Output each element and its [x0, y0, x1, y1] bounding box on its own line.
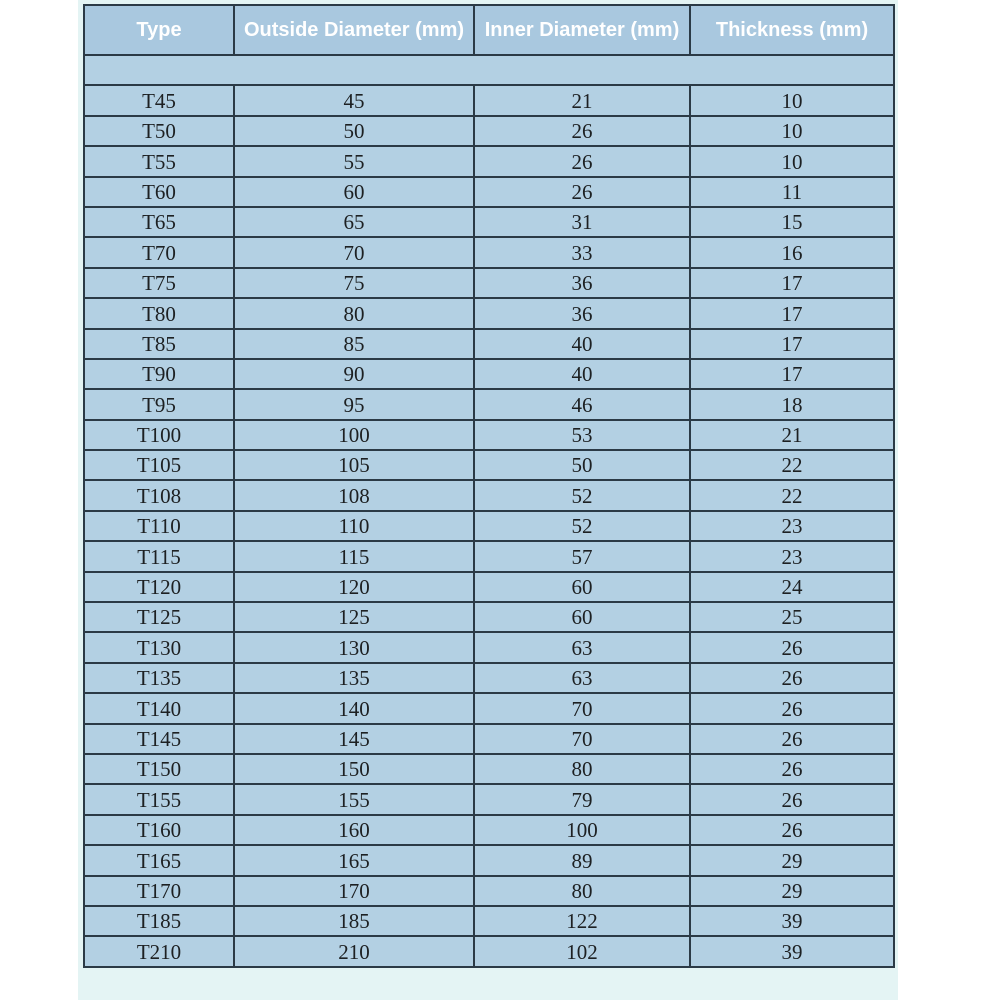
cell-thickness: 18 [690, 389, 894, 419]
cell-thickness: 26 [690, 815, 894, 845]
cell-thickness: 26 [690, 754, 894, 784]
table-row [84, 420, 894, 450]
table-row [84, 511, 894, 541]
cell-inner-diameter: 46 [474, 389, 690, 419]
cell-inner-diameter: 21 [474, 85, 690, 115]
cell-thickness: 26 [690, 632, 894, 662]
cell-inner-diameter: 80 [474, 876, 690, 906]
header-inner-diameter: Inner Diameter (mm) [474, 5, 690, 55]
cell-inner-diameter: 50 [474, 450, 690, 480]
cell-type: T105 [84, 450, 234, 480]
table-row [84, 329, 894, 359]
cell-thickness: 17 [690, 329, 894, 359]
cell-outside-diameter: 145 [234, 724, 474, 754]
cell-type: T160 [84, 815, 234, 845]
cell-outside-diameter: 125 [234, 602, 474, 632]
cell-outside-diameter: 170 [234, 876, 474, 906]
cell-outside-diameter: 60 [234, 177, 474, 207]
header-thickness: Thickness (mm) [690, 5, 894, 55]
cell-outside-diameter: 165 [234, 845, 474, 875]
cell-type: T75 [84, 268, 234, 298]
cell-inner-diameter: 26 [474, 146, 690, 176]
table-row [84, 724, 894, 754]
cell-inner-diameter: 79 [474, 784, 690, 814]
table-header [84, 5, 894, 55]
header-gap-cell [84, 55, 894, 85]
cell-outside-diameter: 160 [234, 815, 474, 845]
cell-thickness: 24 [690, 572, 894, 602]
cell-inner-diameter: 80 [474, 754, 690, 784]
table-row [84, 906, 894, 936]
cell-type: T95 [84, 389, 234, 419]
cell-thickness: 29 [690, 876, 894, 906]
cell-thickness: 11 [690, 177, 894, 207]
cell-outside-diameter: 65 [234, 207, 474, 237]
table-row [84, 389, 894, 419]
cell-inner-diameter: 26 [474, 116, 690, 146]
cell-type: T210 [84, 936, 234, 966]
table-row [84, 268, 894, 298]
cell-thickness: 22 [690, 480, 894, 510]
table-row [84, 177, 894, 207]
cell-type: T185 [84, 906, 234, 936]
cell-type: T120 [84, 572, 234, 602]
cell-thickness: 23 [690, 541, 894, 571]
cell-thickness: 16 [690, 237, 894, 267]
header-row [84, 5, 894, 55]
cell-type: T110 [84, 511, 234, 541]
cell-thickness: 10 [690, 85, 894, 115]
cell-thickness: 17 [690, 359, 894, 389]
cell-type: T150 [84, 754, 234, 784]
table-row [84, 876, 894, 906]
table-row [84, 85, 894, 115]
cell-thickness: 17 [690, 298, 894, 328]
table-row [84, 541, 894, 571]
cell-inner-diameter: 33 [474, 237, 690, 267]
cell-outside-diameter: 80 [234, 298, 474, 328]
cell-thickness: 21 [690, 420, 894, 450]
cell-inner-diameter: 36 [474, 298, 690, 328]
cell-type: T45 [84, 85, 234, 115]
cell-type: T145 [84, 724, 234, 754]
cell-type: T65 [84, 207, 234, 237]
cell-type: T50 [84, 116, 234, 146]
cell-type: T85 [84, 329, 234, 359]
header-type: Type [84, 5, 234, 55]
cell-outside-diameter: 140 [234, 693, 474, 723]
cell-inner-diameter: 52 [474, 480, 690, 510]
cell-outside-diameter: 115 [234, 541, 474, 571]
cell-inner-diameter: 52 [474, 511, 690, 541]
cell-inner-diameter: 53 [474, 420, 690, 450]
spec-table [83, 4, 895, 968]
table-row [84, 116, 894, 146]
cell-inner-diameter: 36 [474, 268, 690, 298]
table-row [84, 480, 894, 510]
cell-type: T155 [84, 784, 234, 814]
cell-outside-diameter: 130 [234, 632, 474, 662]
cell-outside-diameter: 110 [234, 511, 474, 541]
cell-thickness: 29 [690, 845, 894, 875]
cell-thickness: 15 [690, 207, 894, 237]
cell-type: T80 [84, 298, 234, 328]
table-row [84, 450, 894, 480]
cell-type: T60 [84, 177, 234, 207]
table-body [84, 55, 894, 967]
table-row [84, 845, 894, 875]
cell-inner-diameter: 60 [474, 572, 690, 602]
cell-outside-diameter: 155 [234, 784, 474, 814]
cell-inner-diameter: 60 [474, 602, 690, 632]
cell-thickness: 26 [690, 693, 894, 723]
cell-inner-diameter: 102 [474, 936, 690, 966]
table-row [84, 663, 894, 693]
cell-type: T130 [84, 632, 234, 662]
header-outside-diameter: Outside Diameter (mm) [234, 5, 474, 55]
cell-thickness: 26 [690, 784, 894, 814]
cell-type: T170 [84, 876, 234, 906]
table-row [84, 146, 894, 176]
cell-outside-diameter: 100 [234, 420, 474, 450]
cell-type: T90 [84, 359, 234, 389]
cell-outside-diameter: 185 [234, 906, 474, 936]
cell-outside-diameter: 150 [234, 754, 474, 784]
cell-outside-diameter: 90 [234, 359, 474, 389]
cell-outside-diameter: 45 [234, 85, 474, 115]
cell-type: T125 [84, 602, 234, 632]
cell-type: T135 [84, 663, 234, 693]
cell-outside-diameter: 120 [234, 572, 474, 602]
table-row [84, 784, 894, 814]
cell-type: T115 [84, 541, 234, 571]
cell-thickness: 39 [690, 906, 894, 936]
table-row [84, 815, 894, 845]
cell-inner-diameter: 100 [474, 815, 690, 845]
cell-thickness: 10 [690, 116, 894, 146]
cell-type: T165 [84, 845, 234, 875]
header-gap [84, 55, 894, 85]
cell-inner-diameter: 57 [474, 541, 690, 571]
cell-thickness: 10 [690, 146, 894, 176]
table-row [84, 359, 894, 389]
cell-outside-diameter: 108 [234, 480, 474, 510]
cell-outside-diameter: 105 [234, 450, 474, 480]
table-row [84, 693, 894, 723]
cell-thickness: 26 [690, 724, 894, 754]
cell-thickness: 22 [690, 450, 894, 480]
cell-thickness: 25 [690, 602, 894, 632]
cell-inner-diameter: 122 [474, 906, 690, 936]
cell-inner-diameter: 40 [474, 329, 690, 359]
table-row [84, 936, 894, 966]
cell-outside-diameter: 210 [234, 936, 474, 966]
cell-inner-diameter: 89 [474, 845, 690, 875]
table-row [84, 632, 894, 662]
table-row [84, 572, 894, 602]
cell-outside-diameter: 50 [234, 116, 474, 146]
cell-outside-diameter: 85 [234, 329, 474, 359]
cell-type: T70 [84, 237, 234, 267]
cell-outside-diameter: 75 [234, 268, 474, 298]
cell-inner-diameter: 63 [474, 632, 690, 662]
cell-outside-diameter: 70 [234, 237, 474, 267]
cell-inner-diameter: 26 [474, 177, 690, 207]
table-row [84, 207, 894, 237]
cell-thickness: 26 [690, 663, 894, 693]
table-row [84, 298, 894, 328]
cell-thickness: 17 [690, 268, 894, 298]
cell-thickness: 23 [690, 511, 894, 541]
table-row [84, 237, 894, 267]
cell-type: T100 [84, 420, 234, 450]
cell-outside-diameter: 55 [234, 146, 474, 176]
cell-outside-diameter: 95 [234, 389, 474, 419]
cell-thickness: 39 [690, 936, 894, 966]
cell-inner-diameter: 70 [474, 693, 690, 723]
cell-inner-diameter: 70 [474, 724, 690, 754]
cell-inner-diameter: 63 [474, 663, 690, 693]
cell-inner-diameter: 40 [474, 359, 690, 389]
cell-type: T140 [84, 693, 234, 723]
table-row [84, 754, 894, 784]
cell-type: T55 [84, 146, 234, 176]
cell-outside-diameter: 135 [234, 663, 474, 693]
table-row [84, 602, 894, 632]
cell-inner-diameter: 31 [474, 207, 690, 237]
cell-type: T108 [84, 480, 234, 510]
spec-table-container [83, 4, 893, 968]
